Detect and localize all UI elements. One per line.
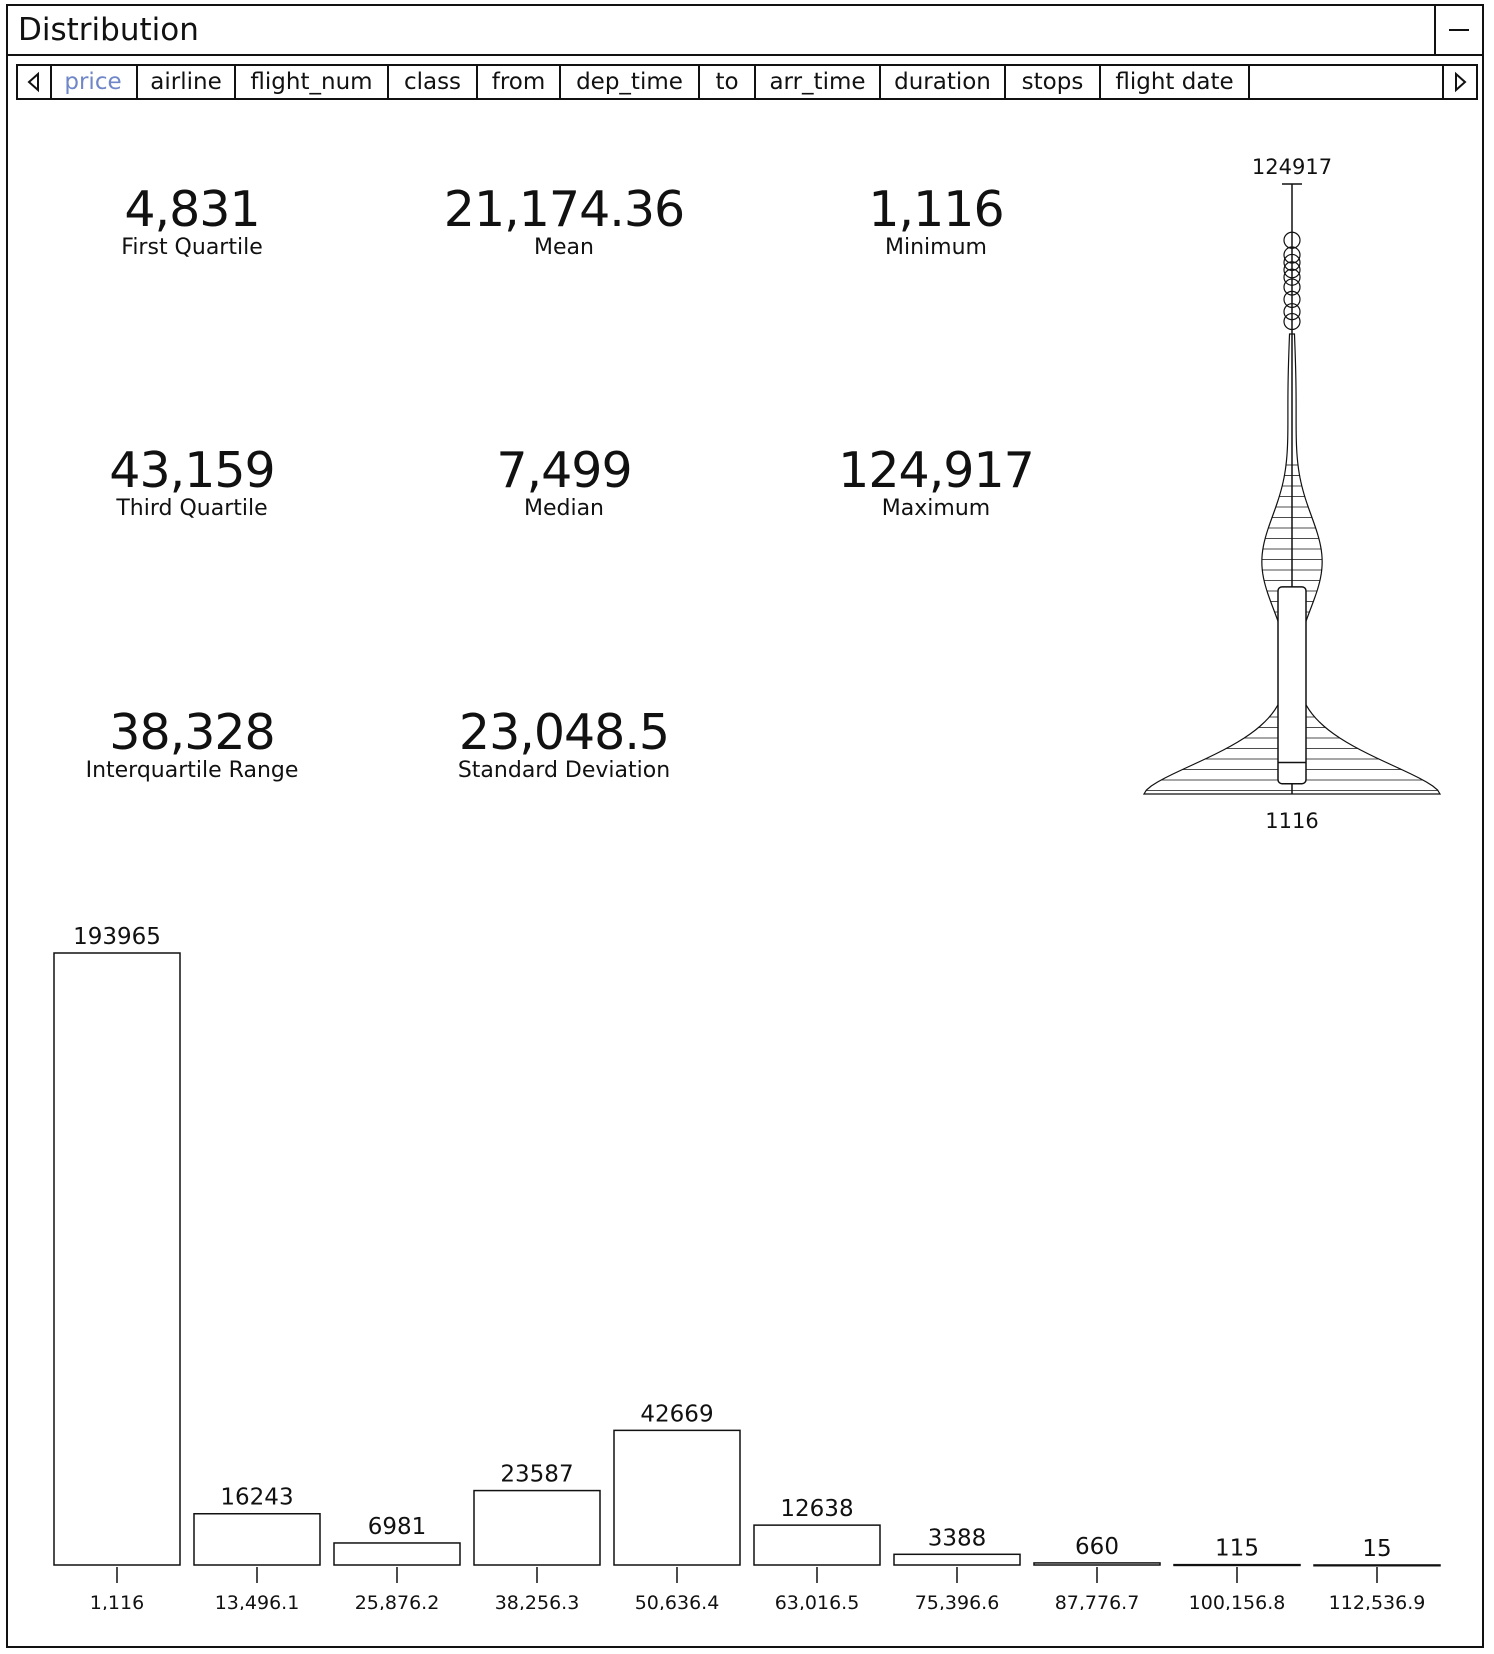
histogram-bar [894, 1554, 1020, 1565]
x-tick-label: 25,876.2 [354, 1592, 440, 1610]
x-tick-label: 50,636.4 [634, 1592, 720, 1610]
stat-median [384, 443, 744, 523]
stat-value: 43,159 [109, 442, 275, 499]
stat-first-quartile [12, 182, 372, 262]
stat-interquartile-range [12, 705, 372, 785]
stat-minimum [756, 182, 1116, 262]
caret-left-icon [18, 66, 50, 98]
stat-third-quartile [12, 443, 372, 523]
scroll-tabs-right-button[interactable] [1442, 66, 1476, 98]
stat-mean [384, 182, 744, 262]
stat-standard-deviation [384, 705, 744, 785]
histogram-bar [54, 953, 180, 1565]
histogram-bar [754, 1525, 880, 1565]
tab-duration[interactable]: duration [881, 66, 1006, 98]
bar-value-label: 3388 [927, 1525, 987, 1552]
minimize-button[interactable] [1434, 6, 1482, 54]
tab-price[interactable]: price [50, 66, 138, 98]
histogram-bar [614, 1430, 740, 1565]
caret-right-icon [1444, 66, 1476, 98]
stat-value: 21,174.36 [443, 181, 685, 238]
stat-label: Mean [534, 235, 594, 260]
tab-airline[interactable]: airline [138, 66, 236, 98]
histogram-bar [1034, 1563, 1160, 1565]
x-tick-label: 13,496.1 [214, 1592, 300, 1610]
tab-flight-num[interactable]: flight_num [236, 66, 389, 98]
bar-value-label: 42669 [640, 1401, 714, 1428]
bar-value-label: 115 [1215, 1535, 1259, 1562]
x-tick-label: 100,156.8 [1188, 1592, 1286, 1610]
stat-label: Minimum [885, 235, 987, 260]
stat-value: 4,831 [124, 181, 260, 238]
bar-value-label: 193965 [73, 924, 161, 950]
histogram-bar [1314, 1565, 1440, 1566]
tab-to[interactable]: to [700, 66, 756, 98]
window-title: Distribution [18, 12, 199, 48]
x-tick-label: 38,256.3 [494, 1592, 580, 1610]
column-tab-bar [16, 64, 1478, 100]
x-tick-label: 112,536.9 [1328, 1592, 1426, 1610]
bar-value-label: 23587 [500, 1461, 574, 1488]
stat-label: Interquartile Range [85, 758, 299, 783]
stat-label: Standard Deviation [457, 758, 671, 783]
stat-label: Maximum [881, 496, 991, 521]
bar-value-label: 12638 [780, 1496, 854, 1523]
bar-value-label: 15 [1362, 1535, 1392, 1562]
histogram-bar [1174, 1565, 1300, 1566]
max-label: 124917 [1251, 155, 1333, 179]
stat-label: First Quartile [121, 235, 263, 260]
histogram-bar [474, 1491, 600, 1565]
stat-value: 124,917 [838, 442, 1034, 499]
bar-value-label: 660 [1075, 1533, 1119, 1560]
scroll-tabs-left-button[interactable] [18, 66, 52, 98]
stat-maximum [756, 443, 1116, 523]
tab-from[interactable]: from [478, 66, 561, 98]
min-label: 1116 [1265, 809, 1319, 833]
histogram-bar [334, 1543, 460, 1565]
bar-value-label: 16243 [220, 1484, 294, 1511]
histogram-bar [194, 1514, 320, 1565]
stat-value: 7,499 [496, 442, 632, 499]
stat-label: Median [523, 496, 605, 521]
tab-class[interactable]: class [389, 66, 478, 98]
x-tick-label: 75,396.6 [914, 1592, 1000, 1610]
tab-stops[interactable]: stops [1006, 66, 1101, 98]
violin-box-plot [1140, 150, 1460, 840]
x-tick-label: 63,016.5 [774, 1592, 860, 1610]
tab-dep-time[interactable]: dep_time [561, 66, 700, 98]
tab-arr-time[interactable]: arr_time [756, 66, 881, 98]
title-bar [8, 6, 1482, 56]
minimize-icon [1449, 29, 1469, 31]
stat-label: Third Quartile [116, 496, 268, 521]
x-tick-label: 87,776.7 [1054, 1592, 1140, 1610]
tab-flight-date[interactable]: flight date [1101, 66, 1250, 98]
iqr-box [1278, 587, 1306, 784]
histogram-chart [40, 910, 1460, 1610]
stat-value: 38,328 [109, 704, 275, 761]
stat-value: 1,116 [868, 181, 1004, 238]
stat-value: 23,048.5 [458, 704, 670, 761]
bar-value-label: 6981 [367, 1513, 427, 1540]
x-tick-label: 1,116 [89, 1592, 145, 1610]
